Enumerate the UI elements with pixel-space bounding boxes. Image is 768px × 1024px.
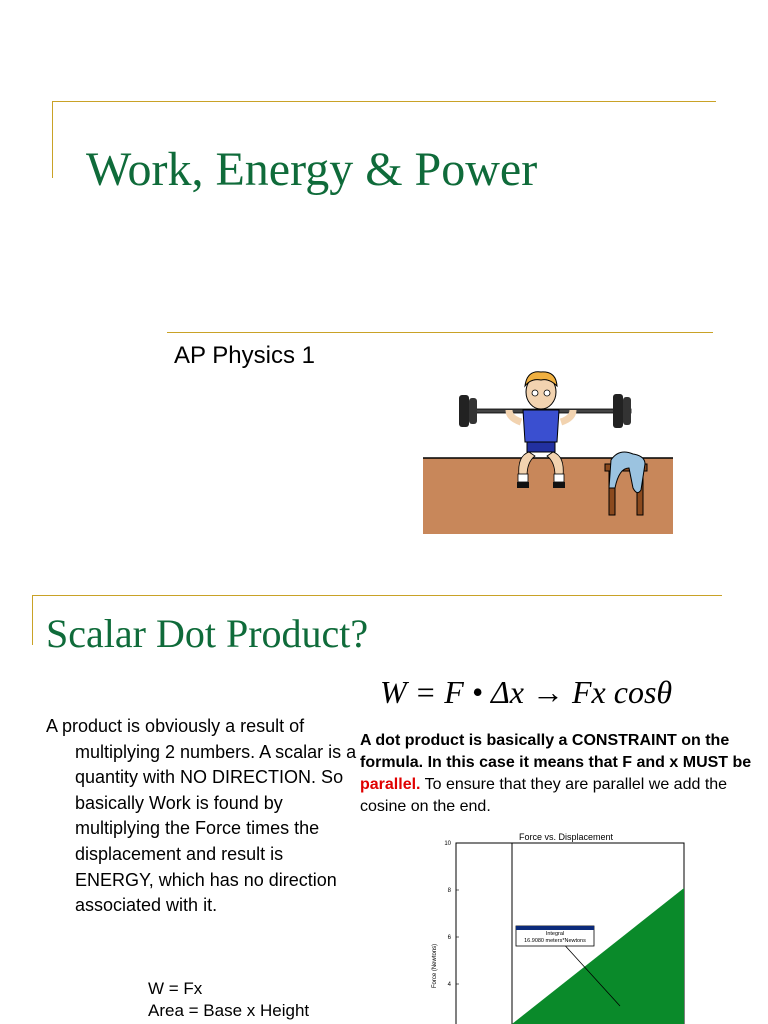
y-tick-label: 4	[447, 982, 451, 988]
slide2-top-rule	[32, 595, 722, 596]
equation-line-1: W = Fx	[148, 979, 203, 998]
definition-paragraph: A product is obviously a result of multiplying 2 numbers. A scalar is a quantity with NO DIRECTION. So basically Work is found by multiplying the Force times the displacement and result is ENERGY, which has no direction associated with it.	[46, 716, 357, 916]
slide2-title: Scalar Dot Product?	[46, 611, 369, 656]
slide1-mid-rule	[167, 332, 713, 333]
parallel-word: parallel.	[360, 776, 421, 793]
equation-lines	[148, 978, 309, 1022]
equation-line-2: Area = Base x Height	[148, 1001, 310, 1020]
annotation-title: Integral	[545, 931, 565, 937]
area-under-curve	[512, 888, 684, 1024]
constraint-text	[360, 730, 760, 818]
y-tick-label: 6	[447, 935, 451, 941]
definition-text	[46, 714, 358, 919]
weightlifter-clipart	[423, 364, 673, 534]
slide1-left-rule	[52, 101, 53, 178]
constraint-normal: To ensure that they are parallel we add the cosine on the end.	[360, 776, 728, 815]
work-formula: W = F • Δx → Fx cosθ	[380, 674, 673, 710]
annotation-value: 16.9080 meters*Newtons	[524, 938, 586, 944]
slide2-left-rule	[32, 595, 33, 645]
y-tick-label: 10	[444, 841, 451, 847]
y-ticks	[444, 841, 459, 988]
integral-annotation-header	[516, 926, 594, 930]
slide1-title: Work, Energy & Power	[86, 143, 538, 196]
slide1-subtitle: AP Physics 1	[174, 342, 315, 369]
y-axis-label: Force (Newtons)	[432, 943, 438, 989]
force-displacement-chart	[420, 828, 720, 1024]
y-tick-label: 8	[447, 888, 451, 894]
constraint-bold: A dot product is basically a CONSTRAINT on the formula. In this case it means that F and x MUST be	[360, 732, 752, 771]
chart-title: Force vs. Displacement	[518, 832, 614, 842]
slide1-top-rule	[52, 101, 716, 102]
